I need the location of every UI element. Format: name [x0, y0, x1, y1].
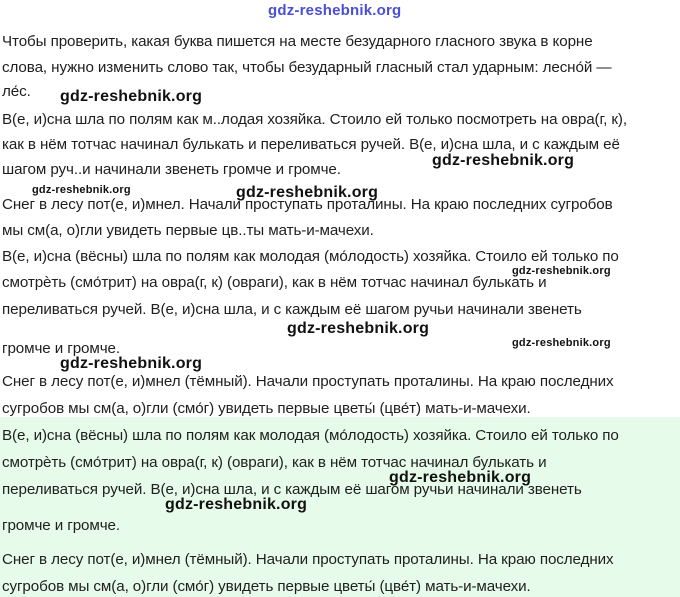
watermark[interactable]: gdz-reshebnik.org [60, 355, 203, 372]
watermark[interactable]: gdz-reshebnik.org [512, 265, 611, 277]
text-line: переливаться ручей. В(е, и)сна шла, и с каждым её шагом ручьи начинали звенеть [2, 301, 582, 318]
text-line: громче и громче. [2, 340, 121, 357]
text-line: Снег в лесу пот(е, и)мнел (тёмный). Начали проступать проталины. На краю последних [2, 551, 614, 568]
text-line: слова, нужно изменить слово так, чтобы безударный гласный стал ударным: лесно́й — [2, 59, 612, 76]
watermark[interactable]: gdz-reshebnik.org [32, 184, 131, 196]
watermark[interactable]: gdz-reshebnik.org [287, 320, 430, 337]
text-line: шагом руч..и начинали звенеть громче и громче. [2, 161, 341, 178]
watermark[interactable]: gdz-reshebnik.org [236, 184, 379, 201]
watermark[interactable]: gdz-reshebnik.org [165, 496, 308, 513]
watermark[interactable]: gdz-reshebnik.org [432, 152, 575, 169]
text-line: смотрѐть (смо́трит) на овра(г, к) (овраги), как в нём тотчас начинал булькать и [2, 454, 547, 471]
text-line: Снег в лесу пот(е, и)мнел. Начали проступать проталины. На краю последних сугробов [2, 196, 613, 213]
text-line: сугробов мы см(а, о)гли (смо́г) увидеть первые цветы́ (цве́т) мать-и-мачехи. [2, 578, 531, 595]
text-line: В(е, и)сна шла по полям как м..лодая хозяйка. Стоило ей только посмотреть на овра(г, к), [2, 111, 627, 128]
text-line: В(е, и)сна (вёсны) шла по полям как молодая (мо́лодость) хозяйка. Стоило ей только по [2, 427, 619, 444]
text-line: Чтобы проверить, какая буква пишется на месте безударного гласного звука в корне [2, 33, 593, 50]
text-line: переливаться ручей. В(е, и)сна шла, и с каждым её шагом ручьи начинали звенеть [2, 481, 582, 498]
text-line: мы см(а, о)гли увидеть первые цв..ты мать-и-мачехи. [2, 222, 374, 239]
text-line: В(е, и)сна (вёсны) шла по полям как молодая (мо́лодость) хозяйка. Стоило ей только по [2, 248, 619, 265]
watermark[interactable]: gdz-reshebnik.org [389, 469, 532, 486]
text-line: Снег в лесу пот(е, и)мнел (тёмный). Начали проступать проталины. На краю последних [2, 373, 614, 390]
text-line: сугробов мы см(а, о)гли (смо́г) увидеть первые цветы́ (цве́т) мать-и-мачехи. [2, 400, 531, 417]
text-line: смотрѐть (смо́трит) на овра(г, к) (овраги), как в нём тотчас начинал булькать и [2, 274, 547, 291]
watermark-top[interactable]: gdz-reshebnik.org [268, 2, 402, 19]
watermark[interactable]: gdz-reshebnik.org [60, 88, 203, 105]
text-line: как в нём тотчас начинал булькать и переливаться ручей. В(е, и)сна шла, и с каждым её [2, 136, 620, 153]
watermark[interactable]: gdz-reshebnik.org [512, 337, 611, 349]
text-line: ле́с. [2, 83, 31, 100]
text-line: громче и громче. [2, 517, 121, 534]
